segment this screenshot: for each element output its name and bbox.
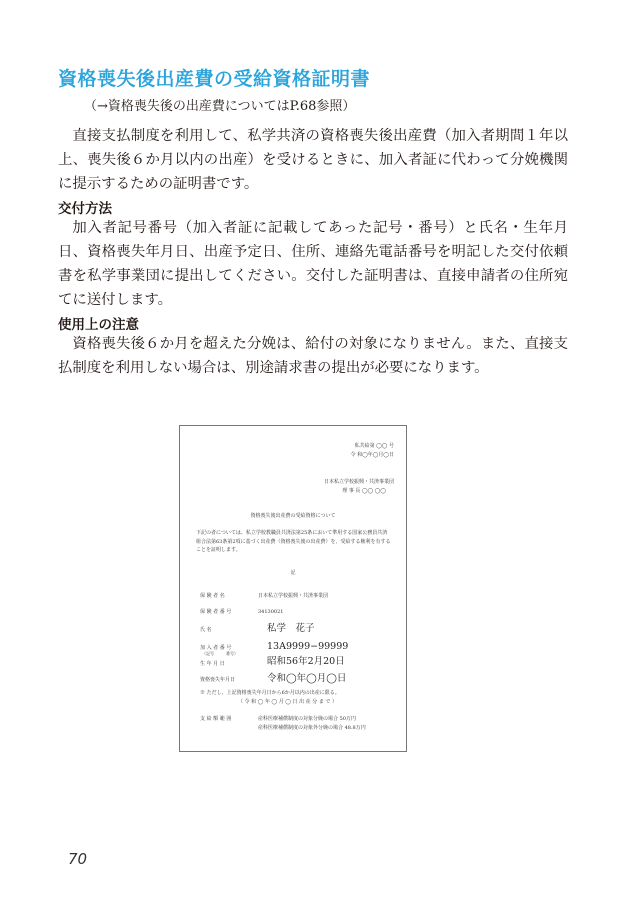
form-row-value: 私学 花子 <box>267 623 315 634</box>
form-issuer-head: 理 事 長 ◯◯ ◯◯ <box>342 488 386 494</box>
intro-paragraph: 直接支払制度を利用して、私学共済の資格喪失後出産費（加入者期間１年以上、喪失後６か月以内の出産）を受けるときに、加入者証に代わって分娩機関に提示するための証明書です。 <box>58 128 568 192</box>
form-pay-label: 支 給 額 範 囲 <box>200 716 232 722</box>
form-note-date: （ 令 和 ◯ 年 ◯ 月 ◯ 日 出 産 分 ま で ） <box>238 699 338 705</box>
form-row-value: 日本私立学校振興・共済事業団 <box>258 593 329 599</box>
certificate-sample <box>179 425 407 752</box>
page-title: 資格喪失後出産費の受給資格証明書 <box>58 68 371 90</box>
form-note: ※ ただし、上記資格喪失年月日から6か月以内の出産に限る。 <box>200 690 340 696</box>
form-row-value: 34130021 <box>258 609 284 615</box>
section-heading-issuance: 交付方法 <box>58 201 112 217</box>
form-row-value: 令和◯年◯月◯日 <box>267 673 347 684</box>
form-row-label: 資格喪失年月日 <box>200 677 236 683</box>
form-ki: 記 <box>290 570 296 576</box>
form-row-label: 氏 名 <box>200 627 212 633</box>
issuance-paragraph: 加入者記号番号（加入者証に記載してあった記号・番号）と氏名・生年月日、資格喪失年月日、出産予定日、住所、連絡先電話番号を明記した交付依頼書を私学事業団に提出してください。交付した証明書は、直接申請者の住所宛てに送付します。 <box>58 220 568 308</box>
form-row-label: 生 年 月 日 <box>200 661 225 667</box>
section-heading-caution: 使用上の注意 <box>58 317 139 333</box>
form-date: 令 和◯年◯月◯日 <box>350 452 394 458</box>
form-issuer-org: 日本私立学校振興・共済事業団 <box>323 479 394 485</box>
form-body: 下記の者については、私立学校教職員共済法第25条において準用する国家公務員共済組合法第63条第2項に基づく出産費（資格喪失後の出産費）を、受給する権利を有することを証明します。 <box>196 530 391 553</box>
form-row-label: 保 険 者 名 <box>200 593 225 599</box>
caution-paragraph: 資格喪失後６か月を超えた分娩は、給付の対象になりません。また、直接支払制度を利用しない場合は、別途請求書の提出が必要になります。 <box>58 336 568 376</box>
form-row-label: （記号 番号） <box>202 651 238 656</box>
form-doc-number: 私共給第 ◯◯ 号 <box>354 443 394 449</box>
form-pay-line: 産科医療補償制度の対象外分娩の場合 48.8万円 <box>258 725 366 731</box>
page-number: 70 <box>68 850 88 868</box>
form-row-value: 13A9999−99999 <box>267 641 349 652</box>
form-pay-line: 産科医療補償制度の対象分娩の場合 50万円 <box>258 716 356 722</box>
form-row-value: 昭和56年2月20日 <box>267 656 345 667</box>
form-row-label: 加 入 者 番 号 <box>200 645 232 651</box>
reference-note: （→資格喪失後の出産費についてはP.68参照） <box>84 99 356 114</box>
form-row-label: 保 険 者 番 号 <box>200 609 232 615</box>
form-title: 資格喪失後出産費の受給資格について <box>250 513 336 519</box>
